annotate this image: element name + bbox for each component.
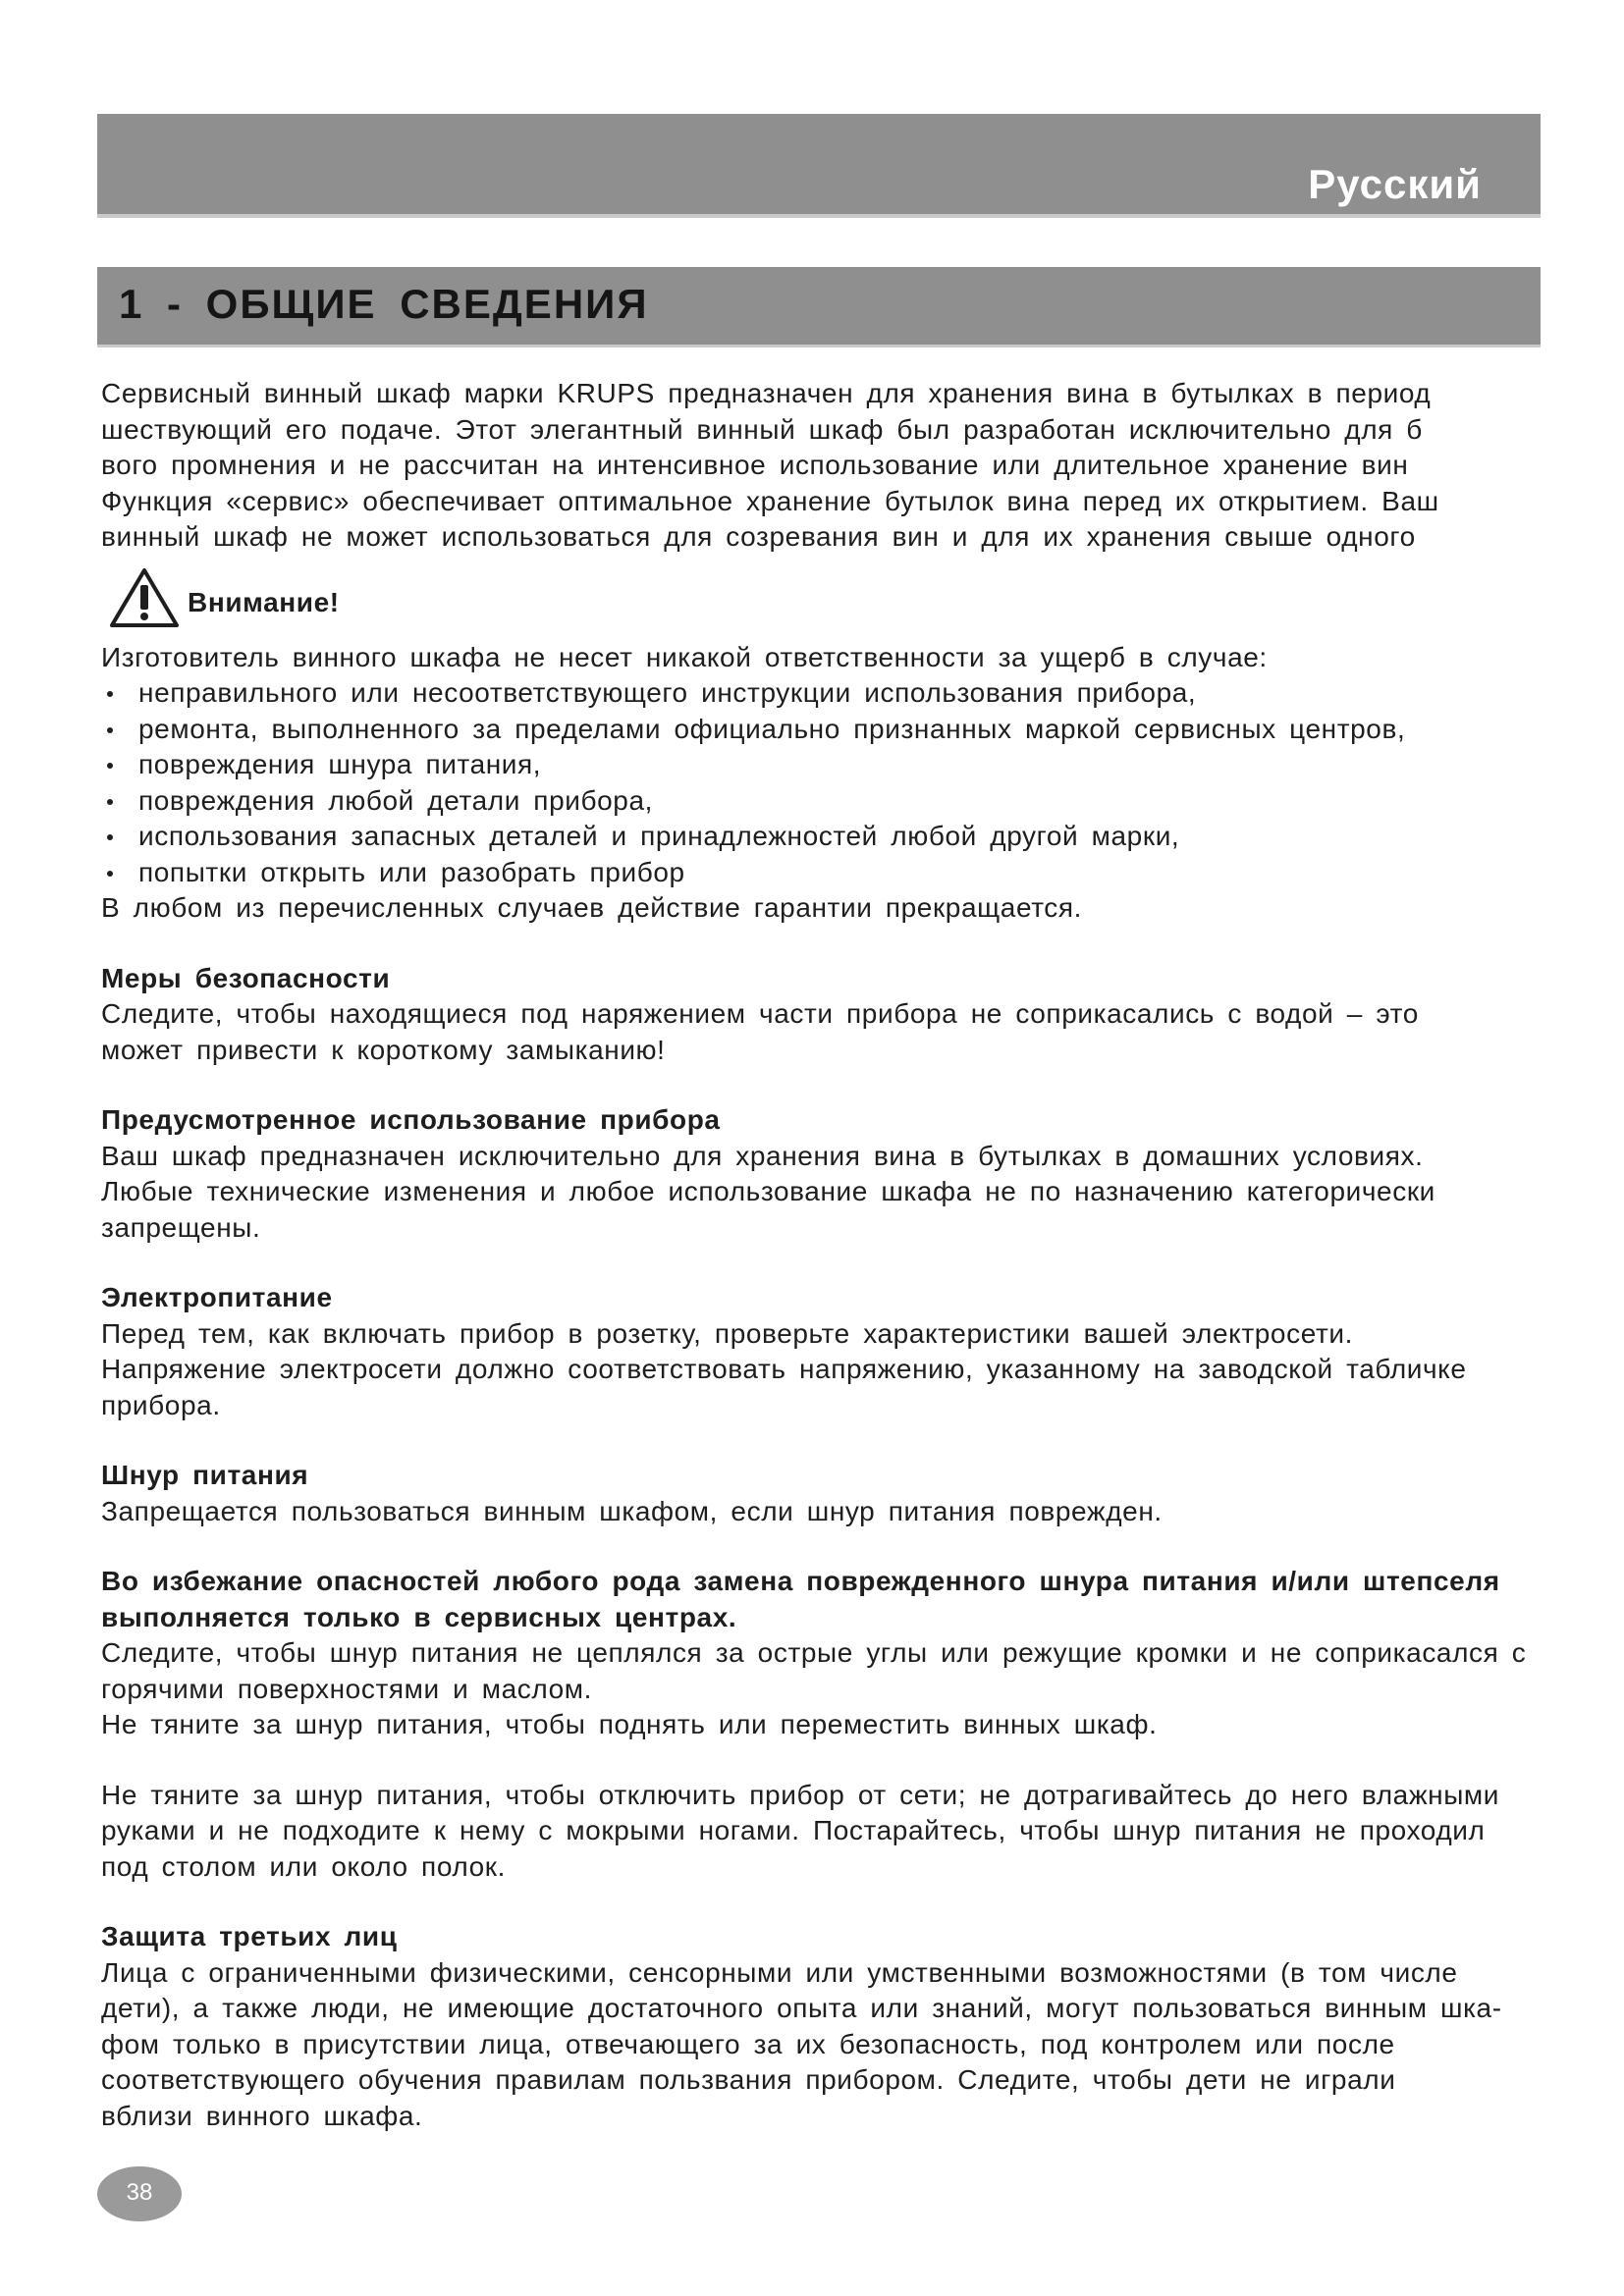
warning-lead: Изготовитель винного шкафа не несет никакой ответственности за ущерб в случае: bbox=[101, 641, 1268, 672]
list-item: попытки открыть или разобрать прибор bbox=[101, 855, 1584, 891]
power-line: прибора. bbox=[101, 1389, 221, 1420]
language-header-bar bbox=[97, 114, 1541, 218]
cord-warning-line: выполняется только в сервисных центрах. bbox=[101, 1601, 737, 1632]
cord-line: Не тяните за шнур питания, чтобы отключить прибор от сети; не дотрагивайтесь до него влажными bbox=[101, 1779, 1500, 1810]
page-content bbox=[101, 376, 1584, 2158]
intended-use-heading: Предусмотренное использование прибора bbox=[101, 1104, 721, 1135]
intended-use-line: Любые технические изменения и любое использование шкафа не по назначению категорически bbox=[101, 1176, 1435, 1206]
intro-line: шествующий его подаче. Этот элегантный винный шкаф был разработан исключительно для б bbox=[101, 413, 1423, 445]
cord-line: под столом или около полок. bbox=[101, 1850, 507, 1882]
intended-use-line: запрещены. bbox=[101, 1211, 261, 1243]
warning-label: Внимание! bbox=[188, 586, 340, 617]
cord-heading: Шнур питания bbox=[101, 1460, 309, 1490]
warning-triangle-icon bbox=[109, 567, 180, 628]
language-label: Русский bbox=[1308, 161, 1482, 207]
list-item: использования запасных деталей и принадлежностей любой другой марки, bbox=[101, 819, 1584, 855]
section-header-bar bbox=[97, 267, 1541, 347]
third-party-line: Лица с ограниченными физическими, сенсорными или умственными возможностями (в том числе bbox=[101, 1956, 1458, 1988]
cord-line: руками и не подходите к нему с мокрыми ногами. Постарайтесь, чтобы шнур питания не проходил bbox=[101, 1815, 1486, 1845]
safety-line: Следите, чтобы находящиеся под наряжением части прибора не соприкасались с водой – это bbox=[101, 998, 1419, 1029]
list-item: повреждения любой детали прибора, bbox=[101, 783, 1584, 820]
warning-list bbox=[101, 675, 1584, 890]
third-party-line: вблизи винного шкафа. bbox=[101, 2100, 423, 2131]
power-line: Напряжение электросети должно соответствовать напряжению, указанному на заводской табличке bbox=[101, 1354, 1467, 1384]
page-number-badge bbox=[97, 2166, 182, 2221]
warning-block bbox=[101, 567, 1584, 632]
cord-line: горячими поверхностями и маслом. bbox=[101, 1673, 593, 1704]
safety-line: может привести к короткому замыканию! bbox=[101, 1034, 666, 1065]
safety-heading: Меры безопасности bbox=[101, 962, 391, 993]
third-party-line: соответствующего обучения правилам пользвания прибором. Следите, чтобы дети не играли bbox=[101, 2064, 1396, 2095]
intro-line: вого промнения и не рассчитан на интенсивное использование или длительное хранение вин bbox=[101, 450, 1409, 480]
cord-warning-line: Во избежание опасностей любого рода замена поврежденного шнура питания и/или штепселя bbox=[101, 1566, 1500, 1596]
intro-paragraph bbox=[101, 376, 1584, 556]
intro-line: Функция «сервис» обеспечивает оптимальное хранение бутылок вина перед их открытием. Ваш bbox=[101, 485, 1439, 516]
cord-line: Запрещается пользоваться винным шкафом, если шнур питания поврежден. bbox=[101, 1495, 1163, 1526]
intended-use-line: Ваш шкаф предназначен исключительно для хранения вина в бутылках в домашних условиях. bbox=[101, 1140, 1424, 1171]
third-party-heading: Защита третьих лиц bbox=[101, 1921, 398, 1951]
list-item: ремонта, выполненного за пределами официально признанных маркой сервисных центров, bbox=[101, 712, 1584, 748]
list-item: повреждения шнура питания, bbox=[101, 747, 1584, 783]
intro-line: винный шкаф не может использоваться для созревания вин и для их хранения свыше одного bbox=[101, 521, 1416, 552]
list-item: неправильного или несоответствующего инструкции использования прибора, bbox=[101, 675, 1584, 712]
power-heading: Электропитание bbox=[101, 1282, 333, 1312]
cord-line: Следите, чтобы шнур питания не цеплялся за острые углы или режущие кромки и не соприкасался с bbox=[101, 1637, 1527, 1668]
page-number: 38 bbox=[126, 2179, 153, 2206]
intro-line: Сервисный винный шкаф марки KRUPS предназначен для хранения вина в бутылках в период bbox=[101, 378, 1432, 408]
third-party-line: фом только в присутствии лица, отвечающего за их безопасность, под контролем или после bbox=[101, 2028, 1395, 2059]
cord-line: Не тяните за шнур питания, чтобы поднять или переместить винных шкаф. bbox=[101, 1709, 1158, 1739]
section-title: 1 - ОБЩИЕ СВЕДЕНИЯ bbox=[119, 281, 649, 327]
power-line: Перед тем, как включать прибор в розетку, проверьте характеристики вашей электросети. bbox=[101, 1317, 1353, 1349]
third-party-line: дети), а также люди, не имеющие достаточного опыта или знаний, могут пользоваться винным шка- bbox=[101, 1993, 1502, 2023]
warning-outro: В любом из перечисленных случаев действие гарантии прекращается. bbox=[101, 892, 1083, 923]
